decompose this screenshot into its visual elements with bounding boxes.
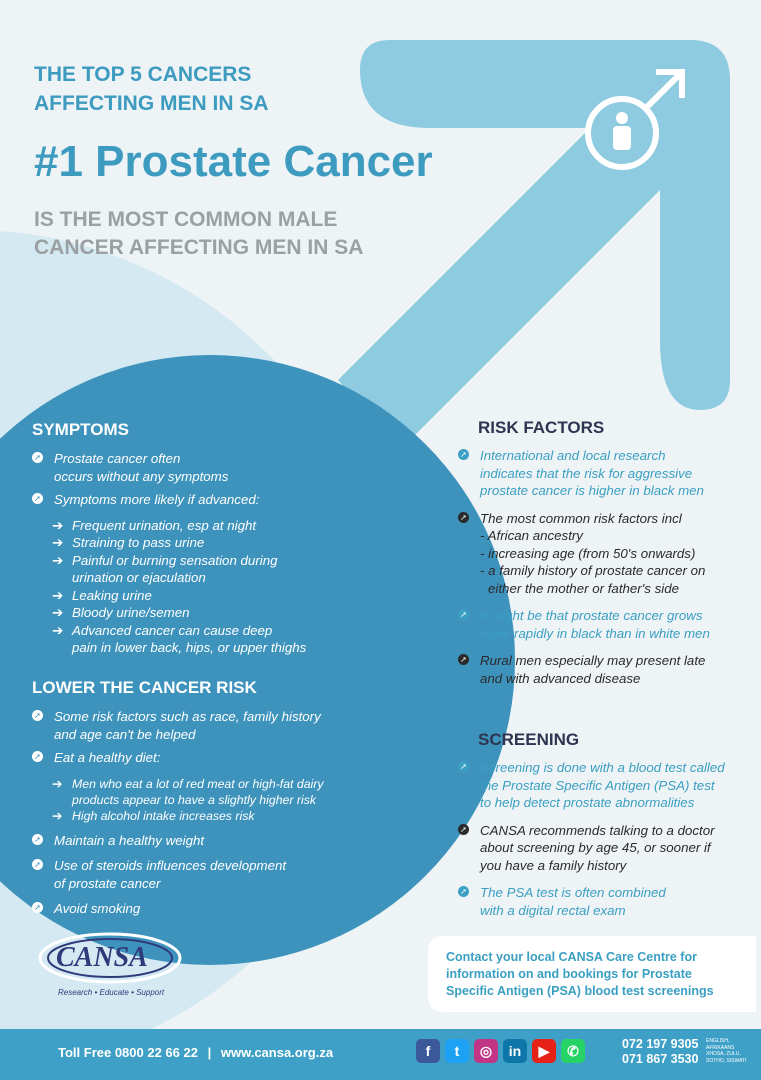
- risk-factors-section: [458, 418, 758, 693]
- item-text: Prostate cancer often: [54, 451, 181, 466]
- list-item: [32, 491, 392, 509]
- list-item: ➚ Eat a healthy diet:: [32, 749, 372, 767]
- lower-risk-section: [32, 678, 372, 924]
- footer-separator: |: [207, 1045, 212, 1060]
- sub-item: ➔ High alcohol intake increases risk: [52, 808, 255, 823]
- arrow-circle-icon: ➚: [32, 902, 43, 913]
- arrow-circle-icon: ➚: [458, 449, 469, 460]
- footer-contact: [58, 1045, 333, 1060]
- list-item: ➚ It might be that prostate cancer grows more rapidly in black than in white men: [458, 607, 758, 642]
- subtitle-line-1: IS THE MOST COMMON MALE: [34, 208, 338, 231]
- arrow-circle-icon: ➚: [32, 751, 43, 762]
- arrow-circle-icon: ➚: [32, 493, 43, 504]
- kicker-line-1: THE TOP 5 CANCERS: [34, 63, 252, 86]
- sub-item: ➔ Frequent urination, esp at night: [52, 517, 257, 533]
- arrow-circle-icon: ➚: [458, 761, 469, 772]
- arrow-circle-icon: ➚: [458, 512, 469, 523]
- list-item: ➚ Use of steroids influences development of prostate cancer: [32, 857, 372, 892]
- list-item: ➚ The most common risk factors incl - African ancestry - increasing age (from 50's onwards) - a family history of prostate cancer on either the mother or father's side: [458, 510, 758, 598]
- symptoms-section: [32, 420, 392, 657]
- arrow-circle-icon: ➚: [458, 609, 469, 620]
- sub-item: ➔ Men who eat a lot of red meat or high-fat dairy products appear to have a slightly higher risk: [52, 776, 324, 807]
- website-link[interactable]: www.cansa.org.za: [220, 1045, 334, 1060]
- list-item: ➚ Rural men especially may present late and with advanced disease: [458, 652, 758, 687]
- twitter-icon[interactable]: t: [445, 1039, 469, 1063]
- sub-item: ➔ Bloody urine/semen: [52, 605, 190, 620]
- screening-section: [458, 730, 758, 925]
- sub-item: ➔ Painful or burning sensation during urination or ejaculation: [52, 552, 278, 585]
- subtitle-line-2: CANCER AFFECTING MEN IN SA: [34, 236, 364, 259]
- tollfree-number[interactable]: Toll Free 0800 22 66 22: [58, 1045, 198, 1060]
- cansa-logo: [38, 930, 193, 1002]
- symptoms-heading: SYMPTOMS: [32, 420, 129, 439]
- item-text: occurs without any symptoms: [54, 468, 229, 484]
- kicker: [34, 60, 374, 118]
- linkedin-icon[interactable]: in: [503, 1039, 527, 1063]
- arrow-circle-icon: ➚: [32, 710, 43, 721]
- list-item: ➚ Avoid smoking: [32, 900, 372, 918]
- youtube-icon[interactable]: ▶: [532, 1039, 556, 1063]
- arrow-circle-icon: ➚: [458, 886, 469, 897]
- arrow-icon: ➔: [52, 776, 63, 791]
- phone-number[interactable]: 072 197 9305: [622, 1037, 699, 1051]
- arrow-circle-icon: ➚: [32, 452, 43, 463]
- arrow-circle-icon: ➚: [32, 859, 43, 870]
- list-item: ➚ International and local research indicates that the risk for aggressive prostate cancer is higher in black men: [458, 447, 758, 500]
- risk-factors-heading: RISK FACTORS: [478, 418, 605, 437]
- instagram-icon[interactable]: ◎: [474, 1039, 498, 1063]
- list-item: ➚ The PSA test is often combined with a digital rectal exam: [458, 884, 758, 919]
- arrow-icon: ➔: [52, 808, 63, 823]
- arrow-icon: ➔: [52, 552, 64, 568]
- sub-item: ➔ Leaking urine: [52, 587, 152, 603]
- list-item: ➚ Maintain a healthy weight: [32, 832, 372, 850]
- languages: ENGLISH, AFRIKAANS XHOSA, ZULU, SOTHO, SISWATI: [706, 1038, 747, 1064]
- phone-numbers: [622, 1037, 698, 1067]
- contact-text: Contact your local CANSA Care Centre for information on and bookings for Prostate Specific Antigen (PSA) blood test screenings: [446, 950, 714, 998]
- list-item: ➚ CANSA recommends talking to a doctor about screening by age 45, or sooner if you have a family history: [458, 822, 758, 875]
- whatsapp-icon[interactable]: ✆: [561, 1039, 585, 1063]
- arrow-icon: ➔: [52, 587, 64, 603]
- kicker-line-2: AFFECTING MEN IN SA: [34, 92, 269, 115]
- phone-number[interactable]: 071 867 3530: [622, 1052, 699, 1066]
- logo-wordmark: CANSA: [56, 942, 148, 973]
- list-item: ➚ Some risk factors such as race, family history and age can't be helped: [32, 708, 372, 743]
- arrow-circle-icon: ➚: [458, 654, 469, 665]
- screening-heading: SCREENING: [478, 730, 580, 749]
- arrow-circle-icon: ➚: [458, 824, 469, 835]
- sub-item: ➔ Advanced cancer can cause deep pain in lower back, hips, or upper thighs: [52, 622, 307, 655]
- arrow-icon: ➔: [52, 517, 64, 533]
- page-title: #1 Prostate Cancer: [34, 137, 433, 186]
- arrow-circle-icon: ➚: [32, 834, 43, 845]
- logo-tagline: Research • Educate • Support: [58, 988, 165, 997]
- arrow-icon: ➔: [52, 535, 64, 550]
- facebook-icon[interactable]: f: [416, 1039, 440, 1063]
- sub-item: ➔ Straining to pass urine: [52, 535, 205, 550]
- list-item: ➚ Screening is done with a blood test called the Prostate Specific Antigen (PSA) test to help detect prostate abnormalities: [458, 759, 758, 812]
- footer-bar: [0, 1029, 761, 1080]
- arrow-icon: ➔: [52, 605, 64, 620]
- arrow-icon: ➔: [52, 622, 64, 638]
- lower-risk-heading: LOWER THE CANCER RISK: [32, 678, 257, 697]
- subtitle: [34, 206, 454, 262]
- list-item: [32, 450, 392, 485]
- contact-box: [428, 936, 756, 1012]
- item-text: Symptoms more likely if advanced:: [54, 492, 260, 507]
